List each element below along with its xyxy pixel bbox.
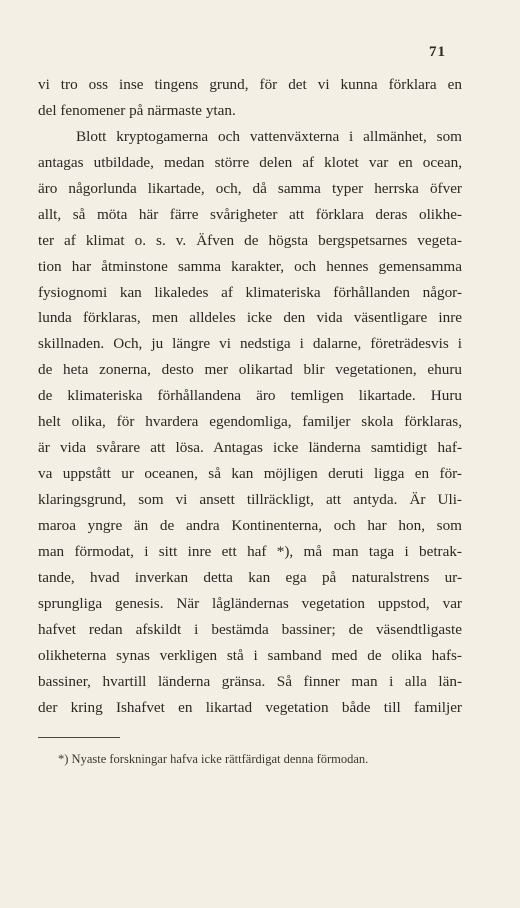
text-line: ter af klimat o. s. v. Äfven de högsta bergspetsarnes vegeta- xyxy=(38,231,462,249)
text-line: der kring Ishafvet en likartad vegetation både till familjer xyxy=(38,698,462,716)
text-line: hafvet redan afskildt i bestämda bassiner; de väsendtligaste xyxy=(38,620,462,638)
text-line: fysiognomi kan likaledes af klimateriska förhållanden någor- xyxy=(38,283,462,301)
text-line: de heta zonerna, desto mer olikartad blir vegetationen, ehuru xyxy=(38,361,462,379)
text-line: va uppstått ur oceanen, så kan möjligen deruti ligga en för- xyxy=(38,465,462,483)
footnote: *) Nyaste forskningar hafva icke rättfärdigat denna förmodan. xyxy=(58,752,369,766)
text-line: del fenomener på närmaste ytan. xyxy=(38,101,236,119)
footnote-divider xyxy=(38,737,120,738)
text-line: klaringsgrund, som vi ansett tillräckligt, att antyda. Är Uli- xyxy=(38,491,462,508)
text-line: allt, så möta här färre svårigheter att förklara deras olikhe- xyxy=(38,205,462,223)
text-line: bassiner, hvartill länderna gränsa. Så finner man i alla län- xyxy=(38,672,462,690)
text-line: olikheterna synas verkligen stå i samband med de olika hafs- xyxy=(38,646,462,664)
text-line: vi tro oss inse tingens grund, för det vi kunna förklara en xyxy=(38,76,462,93)
text-line: lunda förklaras, men alldeles icke den vida väsentligare inre xyxy=(38,309,462,327)
text-line: de klimateriska förhållandena äro temligen likartade. Huru xyxy=(38,387,462,405)
text-line: Blott kryptogamerna och vattenväxterna i allmänhet, som xyxy=(76,127,462,145)
page-number: 71 xyxy=(429,44,446,60)
text-line: sprungliga genesis. När lågländernas vegetation uppstod, var xyxy=(38,594,462,612)
text-line: tande, hvad inverkan detta kan ega på naturalstrens ur- xyxy=(38,568,462,586)
text-line: skillnaden. Och, ju längre vi nedstiga i dalarne, företrädesvis i xyxy=(38,335,462,353)
text-line: helt olika, för hvardera egendomliga, familjer skola förklaras, xyxy=(38,413,462,431)
text-line: äro någorlunda likartade, och, då samma typer herrska öfver xyxy=(38,179,462,197)
text-line: antagas utbildade, medan större delen af klotet var en ocean, xyxy=(38,153,462,171)
text-line: maroa yngre än de andra Kontinenterna, och har hon, som xyxy=(38,516,462,534)
text-line: tion har åtminstone samma karakter, och hennes gemensamma xyxy=(38,257,462,275)
text-line: är vida svårare att lösa. Antagas icke länderna samtidigt haf- xyxy=(38,439,462,457)
text-line: man förmodat, i sitt inre ett haf *), må man taga i betrak- xyxy=(38,542,462,560)
body-text xyxy=(38,72,462,720)
